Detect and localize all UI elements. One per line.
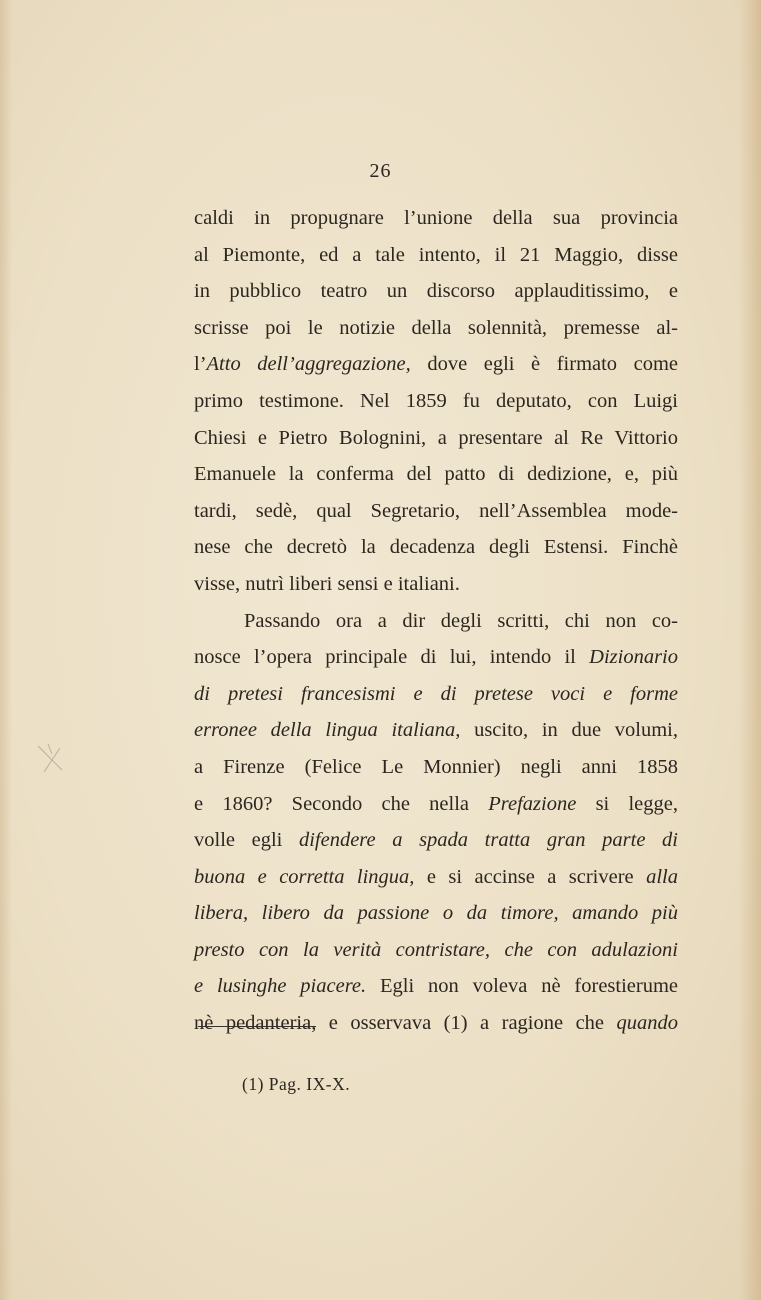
text-line [194,566,678,603]
page-number: 26 [369,160,392,182]
text-line [194,639,678,676]
text-run: e si accinse a scrivere [414,865,647,888]
text-line [194,493,678,530]
page-edge-shadow-left [0,0,12,1300]
text-run: caldi in propugnare l’unione della sua provincia [194,207,678,229]
italic-text: presto con la verità contristare, che con adulazioni [194,938,678,961]
text-line [194,310,678,347]
text-run: al Piemonte, ed a tale intento, il 21 Maggio, disse [194,243,678,266]
text-line [194,968,678,1005]
text-run: Chiesi e Pietro Bolognini, a presentare al Re Vittorio [194,426,678,449]
italic-text: buona e corretta lingua, [194,865,415,888]
italic-text: libera, libero da passione o da timore, amando più [194,902,678,925]
text-run: primo testimone. Nel 1859 fu deputato, con Luigi [194,389,678,412]
text-run: in pubblico teatro un discorso applauditissimo, e [194,280,678,303]
italic-text: e lusinghe piacere. [194,975,367,998]
text-run: Egli non voleva nè forestierume [366,975,679,998]
text-run: dove egli è firmato come [410,353,679,376]
page-edge-shadow-right [739,0,761,1300]
text-run: Emanuele la conferma del patto di dedizione, e, più [194,463,678,486]
text-line [194,822,678,859]
italic-text: di pretesi francesismi e di pretese voci e forme [194,682,678,705]
italic-text: erronee della lingua italiana, [194,719,461,742]
text-run: uscito, in due volumi, [460,719,679,742]
footnote: (1) Pag. IX-X. [242,1074,351,1094]
text-line [194,676,678,713]
text-line [194,859,678,896]
text-line [194,420,678,457]
italic-text: alla [646,865,678,888]
text-line [194,712,678,749]
text-line [194,529,678,566]
text-line [194,1005,678,1042]
text-run: nese che decretò la decadenza degli Estensi. Finchè [194,536,678,559]
pencil-margin-mark [34,740,70,780]
body-text [194,200,678,1042]
italic-text: Atto dell’aggregazione, [206,353,411,376]
text-line [194,383,678,420]
text-line [194,786,678,823]
text-line [194,237,678,274]
text-line [194,749,678,786]
text-run: volle egli [194,829,299,852]
text-line [194,273,678,310]
text-line [194,200,678,237]
text-run: si legge, [576,792,678,815]
text-line [194,895,678,932]
text-run: a Firenze (Felice Le Monnier) negli anni 1858 [194,755,678,778]
italic-text: Prefazione [488,792,577,815]
italic-text: Dizionario [589,646,678,669]
text-run: nosce l’opera principale di lui, intendo il [194,646,590,669]
footnote-separator [198,1026,316,1027]
text-run: e 1860? Secondo che nella [194,792,489,815]
text-run: scrisse poi le notizie della solennità, premesse al- [194,316,678,339]
text-run: l’ [194,353,207,376]
italic-text: difendere a spada tratta gran parte di [298,829,678,852]
text-run: visse, nutrì liberi sensi e italiani. [194,572,460,595]
text-line [194,456,678,493]
text-line [194,346,678,383]
text-run: nè pedanteria, e osservava (1) a ragione che [194,1012,617,1035]
text-line [194,932,678,969]
text-run: tardi, sedè, qual Segretario, nell’Assemblea mode- [194,499,678,522]
text-line [194,603,678,640]
text-run: Passando ora a dir degli scritti, chi non co- [244,609,678,632]
italic-text: quando [616,1012,678,1035]
